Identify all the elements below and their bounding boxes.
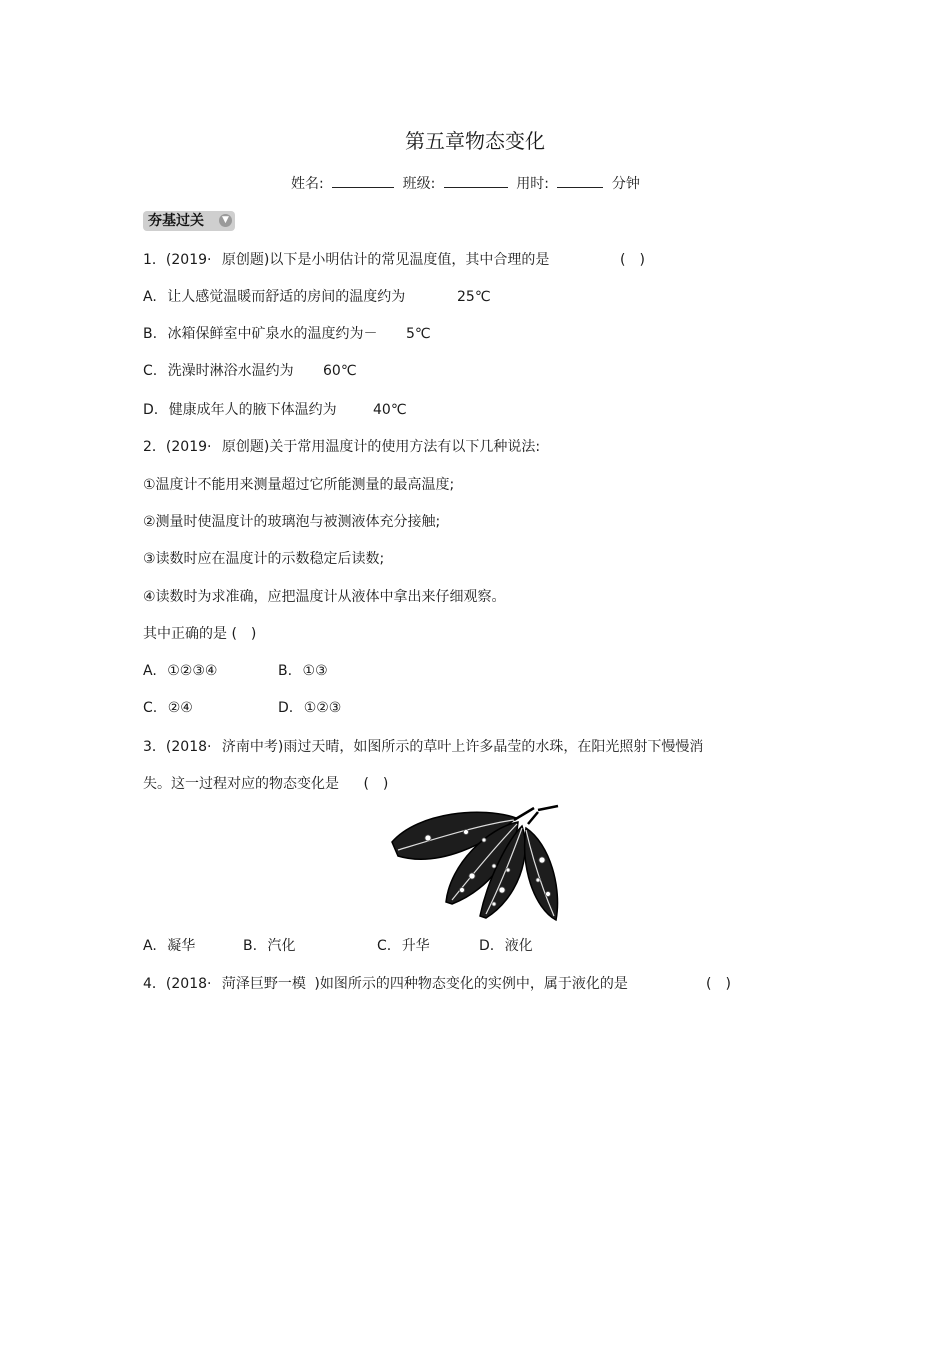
option-key: B. [143, 326, 158, 342]
option-text: 冰箱保鲜室中矿泉水的温度约为－ [167, 326, 378, 342]
minutes-label: 分钟 [611, 176, 640, 192]
option-2a[interactable] [143, 662, 217, 680]
option-3d[interactable] [479, 937, 533, 955]
question-2-stem [143, 438, 540, 456]
option-text: 凝华 [167, 938, 196, 954]
option-key: B. [278, 663, 293, 679]
time-blank[interactable] [557, 175, 603, 188]
student-info-line [291, 175, 644, 193]
option-text: ①②③④ [167, 663, 218, 679]
option-1d[interactable] [143, 401, 337, 419]
page-title: 第五章物态变化 [405, 129, 545, 153]
question-source-open: (2018· [165, 739, 212, 755]
option-3a[interactable] [143, 937, 195, 955]
down-arrow-circle-icon: ▼ [219, 214, 232, 227]
name-blank[interactable] [332, 175, 394, 188]
question-3-stem-line2 [143, 775, 388, 793]
question-source-open: (2019· [165, 252, 212, 268]
question-number: 4． [143, 976, 166, 992]
question-text: 雨过天晴，如图所示的草叶上许多晶莹的水珠，在阳光照射下慢慢消 [283, 739, 704, 755]
question-source-close: ) [314, 976, 320, 992]
option-key: A. [143, 663, 157, 679]
statement-1: ①温度计不能用来测量超过它所能测量的最高温度; [143, 477, 455, 493]
option-text: ②④ [167, 700, 193, 716]
option-text: 健康成年人的腋下体温约为 [168, 402, 337, 418]
question-source: 原创题 [221, 252, 264, 268]
option-key: C. [143, 363, 158, 379]
option-key: D. [479, 938, 495, 954]
option-text: 让人感觉温暖而舒适的房间的温度约为 [167, 289, 406, 305]
statement-2: ②测量时使温度计的玻璃泡与被测液体充分接触; [143, 514, 441, 530]
option-1a[interactable] [143, 288, 405, 306]
answer-paren[interactable]: ( ) [231, 626, 257, 642]
question-number: 3． [143, 739, 166, 755]
question-source-open: (2018· [165, 976, 212, 992]
answer-paren[interactable]: ( ) [706, 976, 731, 992]
option-text: 液化 [504, 938, 533, 954]
option-key: B. [243, 938, 258, 954]
option-2c[interactable] [143, 699, 193, 717]
question-text: 如图所示的四种物态变化的实例中，属于液化的是 [319, 976, 628, 992]
statement-4: ④读数时为求准确，应把温度计从液体中拿出来仔细观察。 [143, 589, 506, 605]
option-text: 汽化 [267, 938, 296, 954]
class-blank[interactable] [444, 175, 508, 188]
option-3b[interactable] [243, 937, 296, 955]
option-value: 5℃ [406, 326, 431, 342]
option-key: C. [143, 700, 158, 716]
option-key: A. [143, 938, 157, 954]
question-text: 以下是小明估计的常见温度值，其中合理的是 [269, 252, 550, 268]
section-badge-label: 夯基过关 [148, 213, 204, 229]
question-3-stem [143, 738, 703, 756]
question-ask-text: 其中正确的是 [143, 626, 227, 642]
option-2d[interactable] [278, 699, 341, 717]
answer-paren[interactable]: ( ) [620, 252, 645, 268]
option-value: 60℃ [323, 363, 357, 379]
option-text: ①③ [302, 663, 328, 679]
question-source-open: (2019· [165, 439, 212, 455]
question-2-ask [143, 625, 256, 643]
question-4-stem [143, 975, 628, 993]
class-label: 班级: [402, 176, 436, 192]
option-key: D. [143, 402, 159, 418]
section-badge [143, 211, 235, 231]
time-label: 用时: [516, 176, 549, 192]
question-source: 菏泽巨野一模 [221, 976, 306, 992]
option-text: ①②③ [303, 700, 342, 716]
option-1c[interactable] [143, 362, 294, 380]
question-number: 1． [143, 252, 166, 268]
option-key: C. [377, 938, 392, 954]
question-text: 关于常用温度计的使用方法有以下几种说法: [269, 439, 541, 455]
option-3c[interactable] [377, 937, 430, 955]
statement-3: ③读数时应在温度计的示数稳定后读数; [143, 551, 385, 567]
answer-paren[interactable]: ( ) [363, 776, 389, 792]
option-text: 洗澡时淋浴水温约为 [167, 363, 294, 379]
option-text: 升华 [401, 938, 430, 954]
question-number: 2． [143, 439, 166, 455]
option-value: 25℃ [457, 289, 491, 305]
question-source: 原创题 [221, 439, 264, 455]
option-2b[interactable] [278, 662, 328, 680]
question-source: 济南中考 [221, 739, 278, 755]
question-text: 失。这一过程对应的物态变化是 [143, 776, 339, 792]
leaves-with-water-drops-illustration [388, 804, 564, 924]
option-key: D. [278, 700, 294, 716]
option-key: A. [143, 289, 157, 305]
option-1b[interactable] [143, 325, 378, 343]
question-source-close: ) [277, 739, 284, 755]
question-source-close: ) [263, 439, 270, 455]
question-1-stem [143, 251, 549, 269]
option-value: 40℃ [373, 402, 407, 418]
question-source-close: ) [263, 252, 270, 268]
name-label: 姓名: [291, 176, 324, 192]
